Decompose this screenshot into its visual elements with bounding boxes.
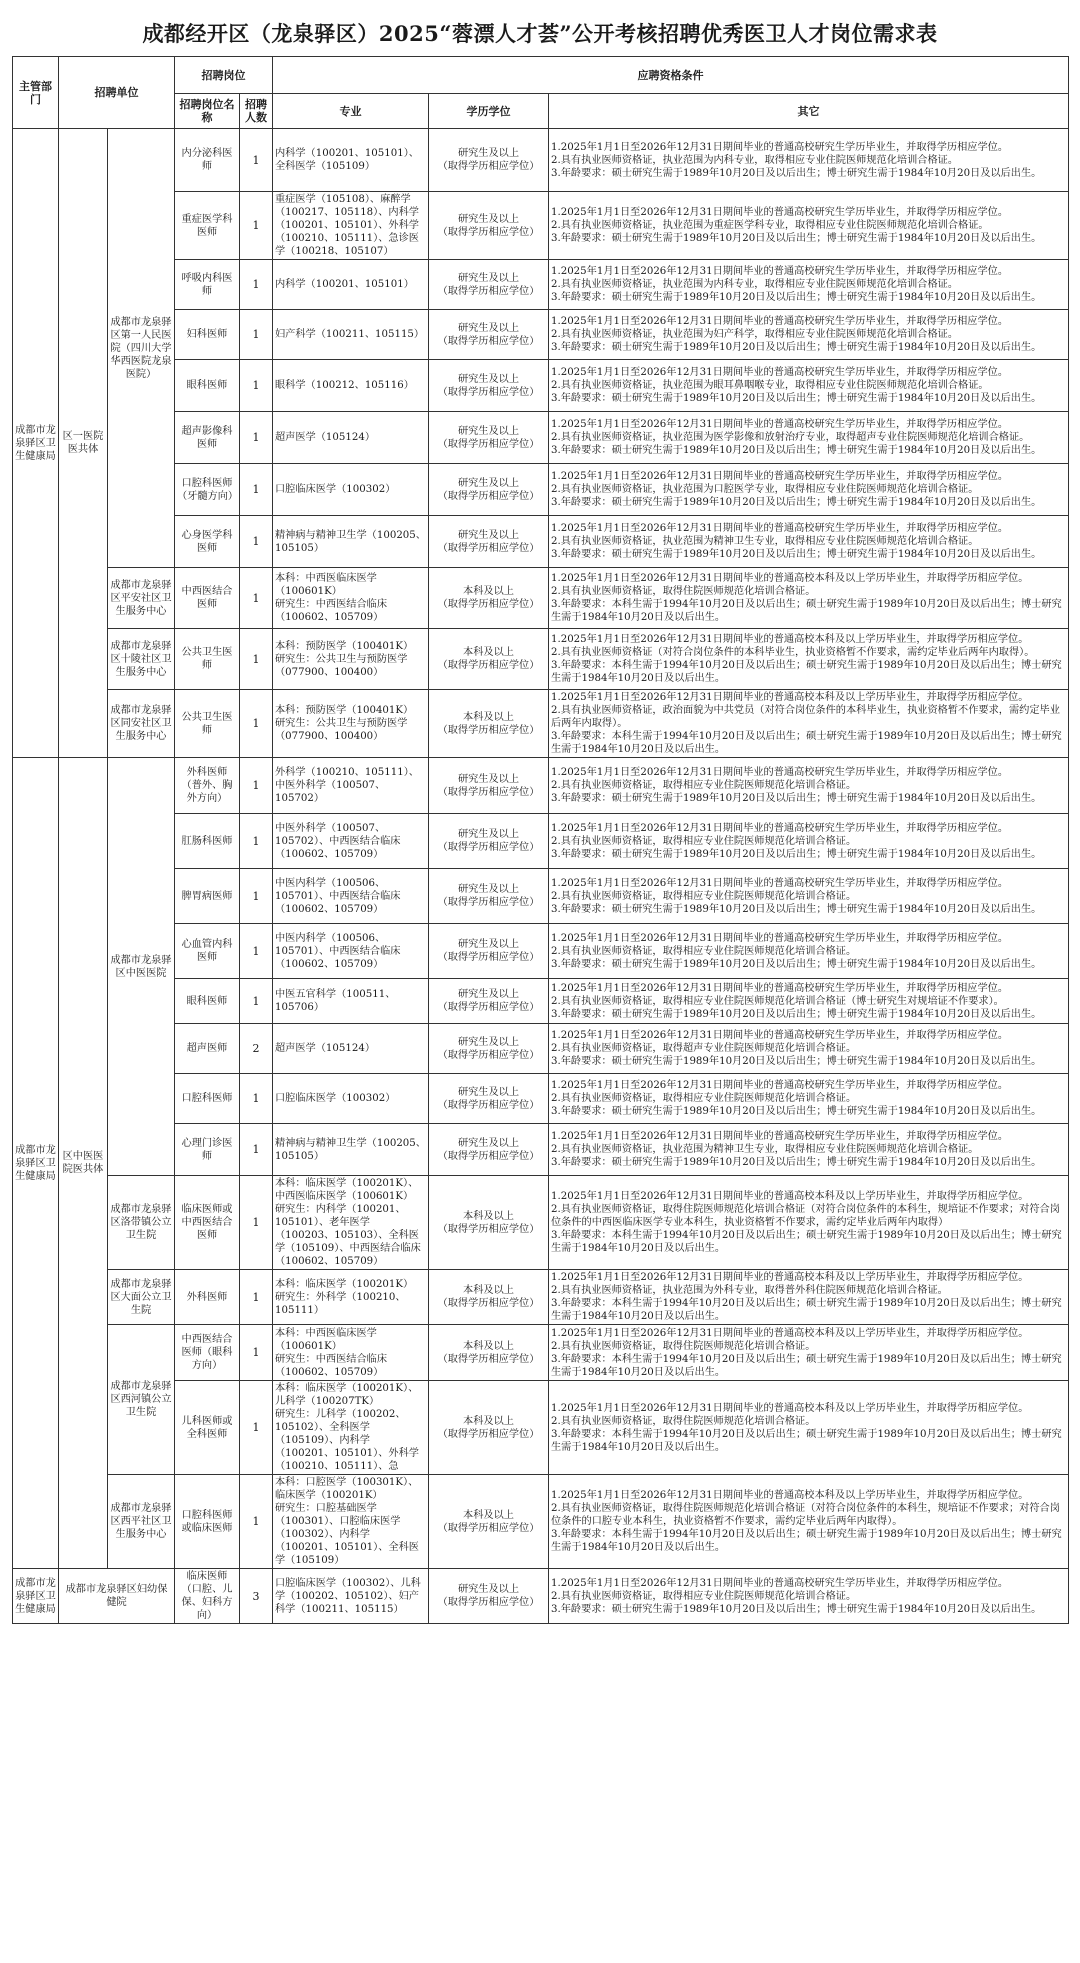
- post-count-cell: 1: [240, 1475, 273, 1569]
- post-name-cell: 中西医结合医师（眼科方向）: [175, 1325, 240, 1381]
- major-cell: 本科：临床医学（100201K）、儿科学（100207TK） 研究生：儿科学（100202、105102）、全科医学（105109）、内科学（100201、105101）、外科学（100210、105111）、急: [273, 1381, 429, 1475]
- post-count-cell: 1: [240, 924, 273, 979]
- major-cell: 内科学（100201、105101）、全科医学（105109）: [273, 129, 429, 192]
- job-table: [12, 56, 1069, 1624]
- other-cell: 1.2025年1月1日至2026年12月31日期间毕业的普通高校本科及以上学历毕业生，并取得学历相应学位。 2.具有执业医师资格证，政治面貌为中共党员（对符合岗位条件的本科毕业生，执业资格暂不作要求，需约定毕业后两年内取得）。 3.年龄要求：本科生需于1994年10月20日及以后出生；硕士研究生需于1989年10月20日及以后出生；博士研究生需于1984年10月20日及以后出生。: [549, 690, 1069, 758]
- major-cell: 本科：预防医学（100401K） 研究生：公共卫生与预防医学（077900、100400）: [273, 690, 429, 758]
- post-count-cell: 1: [240, 1074, 273, 1124]
- degree-cell: 本科及以上 （取得学历相应学位）: [429, 1270, 549, 1325]
- post-count-cell: 1: [240, 568, 273, 629]
- degree-cell: 研究生及以上 （取得学历相应学位）: [429, 412, 549, 464]
- post-name-cell: 呼吸内科医师: [175, 260, 240, 310]
- unit-cell: 成都市龙泉驿区西平社区卫生服务中心: [108, 1475, 175, 1569]
- post-count-cell: 1: [240, 192, 273, 260]
- major-cell: 本科：预防医学（100401K） 研究生：公共卫生与预防医学（077900、100400）: [273, 629, 429, 690]
- post-count-cell: 1: [240, 129, 273, 192]
- post-count-cell: 1: [240, 1381, 273, 1475]
- table-row: [13, 568, 1069, 629]
- post-count-cell: 1: [240, 1270, 273, 1325]
- header-other: 其它: [549, 94, 1069, 129]
- unit-cell: 成都市龙泉驿区平安社区卫生服务中心: [108, 568, 175, 629]
- unit-cell: 成都市龙泉驿区同安社区卫生服务中心: [108, 690, 175, 758]
- post-count-cell: 2: [240, 1024, 273, 1074]
- other-cell: 1.2025年1月1日至2026年12月31日期间毕业的普通高校本科及以上学历毕业生，并取得学历相应学位。 2.具有执业医师资格证，取得住院医师规范化培训合格证。 3.年龄要求：本科生需于1994年10月20日及以后出生；硕士研究生需于1989年10月20日及以后出生；博士研究生需于1984年10月20日及以后出生。: [549, 1325, 1069, 1381]
- post-count-cell: 1: [240, 310, 273, 360]
- table-row: [13, 1270, 1069, 1325]
- post-count-cell: 1: [240, 412, 273, 464]
- other-cell: 1.2025年1月1日至2026年12月31日期间毕业的普通高校研究生学历毕业生，并取得学历相应学位。 2.具有执业医师资格证，取得相应专业住院医师规范化培训合格证。 3.年龄要求：硕士研究生需于1989年10月20日及以后出生；博士研究生需于1984年10月20日及以后出生。: [549, 1569, 1069, 1624]
- degree-cell: 研究生及以上 （取得学历相应学位）: [429, 814, 549, 869]
- post-name-cell: 心身医学科医师: [175, 516, 240, 568]
- major-cell: 本科：口腔医学（100301K）、临床医学（100201K） 研究生：口腔基础医学（100301）、口腔临床医学（100302）、内科学（100201、105101）、全科医学（105109）: [273, 1475, 429, 1569]
- post-count-cell: 1: [240, 1325, 273, 1381]
- post-name-cell: 妇科医师: [175, 310, 240, 360]
- degree-cell: 研究生及以上 （取得学历相应学位）: [429, 516, 549, 568]
- post-count-cell: 1: [240, 979, 273, 1024]
- major-cell: 外科学（100210、105111）、中医外科学（100507、105702）: [273, 758, 429, 814]
- header-dept: 主管部门: [13, 57, 59, 129]
- other-cell: 1.2025年1月1日至2026年12月31日期间毕业的普通高校研究生学历毕业生，并取得学历相应学位。 2.具有执业医师资格证，执业范围为眼耳鼻咽喉专业，取得相应专业住院医师规范化培训合格证。 3.年龄要求：硕士研究生需于1989年10月20日及以后出生；博士研究生需于1984年10月20日及以后出生。: [549, 360, 1069, 412]
- degree-cell: 研究生及以上 （取得学历相应学位）: [429, 464, 549, 516]
- dept-cell: 成都市龙泉驿区卫生健康局: [13, 1569, 59, 1624]
- unit-cell: 成都市龙泉驿区第一人民医院（四川大学华西医院龙泉医院）: [108, 129, 175, 568]
- major-cell: 中医五官科学（100511、105706）: [273, 979, 429, 1024]
- table-row: [13, 629, 1069, 690]
- degree-cell: 研究生及以上 （取得学历相应学位）: [429, 758, 549, 814]
- major-cell: 本科：中西医临床医学（100601K） 研究生：中西医结合临床（100602、105709）: [273, 1325, 429, 1381]
- post-name-cell: 临床医师（口腔、儿保、妇科方向）: [175, 1569, 240, 1624]
- post-name-cell: 口腔科医师（牙髓方向）: [175, 464, 240, 516]
- unit-cell: 成都市龙泉驿区中医医院: [108, 758, 175, 1176]
- other-cell: 1.2025年1月1日至2026年12月31日期间毕业的普通高校研究生学历毕业生，并取得学历相应学位。 2.具有执业医师资格证，执业范围为内科专业，取得相应专业住院医师规范化培训合格证。 3.年龄要求：硕士研究生需于1989年10月20日及以后出生；博士研究生需于1984年10月20日及以后出生。: [549, 129, 1069, 192]
- degree-cell: 研究生及以上 （取得学历相应学位）: [429, 979, 549, 1024]
- major-cell: 口腔临床医学（100302）: [273, 464, 429, 516]
- dept-cell: 成都市龙泉驿区卫生健康局: [13, 758, 59, 1569]
- other-cell: 1.2025年1月1日至2026年12月31日期间毕业的普通高校研究生学历毕业生，并取得学历相应学位。 2.具有执业医师资格证，执业范围为妇产科学，取得相应专业住院医师规范化培训合格证。 3.年龄要求：硕士研究生需于1989年10月20日及以后出生；博士研究生需于1984年10月20日及以后出生。: [549, 310, 1069, 360]
- other-cell: 1.2025年1月1日至2026年12月31日期间毕业的普通高校研究生学历毕业生，并取得学历相应学位。 2.具有执业医师资格证，取得相应专业住院医师规范化培训合格证。 3.年龄要求：硕士研究生需于1989年10月20日及以后出生；博士研究生需于1984年10月20日及以后出生。: [549, 814, 1069, 869]
- post-name-cell: 超声医师: [175, 1024, 240, 1074]
- post-count-cell: 1: [240, 869, 273, 924]
- degree-cell: 研究生及以上 （取得学历相应学位）: [429, 924, 549, 979]
- major-cell: 口腔临床医学（100302）、儿科学（100202、105102）、妇产科学（100211、105115）: [273, 1569, 429, 1624]
- header-post-group: 招聘岗位: [175, 57, 273, 94]
- post-count-cell: 1: [240, 260, 273, 310]
- other-cell: 1.2025年1月1日至2026年12月31日期间毕业的普通高校研究生学历毕业生，并取得学历相应学位。 2.具有执业医师资格证，取得相应专业住院医师规范化培训合格证。 3.年龄要求：硕士研究生需于1989年10月20日及以后出生；博士研究生需于1984年10月20日及以后出生。: [549, 1074, 1069, 1124]
- header-major: 专业: [273, 94, 429, 129]
- other-cell: 1.2025年1月1日至2026年12月31日期间毕业的普通高校研究生学历毕业生，并取得学历相应学位。 2.具有执业医师资格证，取得相应专业住院医师规范化培训合格证（博士研究生对规培证不作要求）。 3.年龄要求：硕士研究生需于1989年10月20日及以后出生；博士研究生需于1984年10月20日及以后出生。: [549, 979, 1069, 1024]
- degree-cell: 研究生及以上 （取得学历相应学位）: [429, 1124, 549, 1176]
- table-row: [13, 1325, 1069, 1381]
- major-cell: 超声医学（105124）: [273, 1024, 429, 1074]
- unit-cell: 成都市龙泉驿区西河镇公立卫生院: [108, 1325, 175, 1475]
- post-name-cell: 临床医师或中西医结合医师: [175, 1176, 240, 1270]
- other-cell: 1.2025年1月1日至2026年12月31日期间毕业的普通高校研究生学历毕业生，并取得学历相应学位。 2.具有执业医师资格证，取得相应专业住院医师规范化培训合格证。 3.年龄要求：硕士研究生需于1989年10月20日及以后出生；博士研究生需于1984年10月20日及以后出生。: [549, 758, 1069, 814]
- post-name-cell: 内分泌科医师: [175, 129, 240, 192]
- degree-cell: 研究生及以上 （取得学历相应学位）: [429, 260, 549, 310]
- unit-cell: 成都市龙泉驿区妇幼保健院: [59, 1569, 175, 1624]
- post-count-cell: 1: [240, 360, 273, 412]
- table-row: [13, 758, 1069, 814]
- degree-cell: 本科及以上 （取得学历相应学位）: [429, 568, 549, 629]
- other-cell: 1.2025年1月1日至2026年12月31日期间毕业的普通高校研究生学历毕业生，并取得学历相应学位。 2.具有执业医师资格证，执业范围为重症医学科专业，取得相应专业住院医师规范化培训合格证。 3.年龄要求：硕士研究生需于1989年10月20日及以后出生；博士研究生需于1984年10月20日及以后出生。: [549, 192, 1069, 260]
- post-name-cell: 重症医学科医师: [175, 192, 240, 260]
- post-name-cell: 口腔科医师或临床医师: [175, 1475, 240, 1569]
- major-cell: 本科：中西医临床医学（100601K） 研究生：中西医结合临床（100602、105709）: [273, 568, 429, 629]
- other-cell: 1.2025年1月1日至2026年12月31日期间毕业的普通高校研究生学历毕业生，并取得学历相应学位。 2.具有执业医师资格证，执业范围为内科专业，取得相应专业住院医师规范化培训合格证。 3.年龄要求：硕士研究生需于1989年10月20日及以后出生；博士研究生需于1984年10月20日及以后出生。: [549, 260, 1069, 310]
- area-cell: 区一医院医共体: [59, 129, 108, 758]
- post-count-cell: 1: [240, 1176, 273, 1270]
- post-name-cell: 心血管内科医师: [175, 924, 240, 979]
- post-name-cell: 外科医师: [175, 1270, 240, 1325]
- page-title: 成都经开区（龙泉驿区）2025“蓉漂人才荟”公开考核招聘优秀医卫人才岗位需求表: [142, 21, 938, 46]
- header-post-count: 招聘人数: [240, 94, 273, 129]
- dept-cell: 成都市龙泉驿区卫生健康局: [13, 129, 59, 758]
- other-cell: 1.2025年1月1日至2026年12月31日期间毕业的普通高校研究生学历毕业生，并取得学历相应学位。 2.具有执业医师资格证，执业范围为医学影像和放射治疗专业，取得超声专业住院医师规范化培训合格证。 3.年龄要求：硕士研究生需于1989年10月20日及以后出生；博士研究生需于1984年10月20日及以后出生。: [549, 412, 1069, 464]
- area-cell: 区中医医院医共体: [59, 758, 108, 1569]
- other-cell: 1.2025年1月1日至2026年12月31日期间毕业的普通高校研究生学历毕业生，并取得学历相应学位。 2.具有执业医师资格证，执业范围为精神卫生专业，取得相应专业住院医师规范化培训合格证。 3.年龄要求：硕士研究生需于1989年10月20日及以后出生；博士研究生需于1984年10月20日及以后出生。: [549, 516, 1069, 568]
- post-name-cell: 心理门诊医师: [175, 1124, 240, 1176]
- degree-cell: 研究生及以上 （取得学历相应学位）: [429, 1024, 549, 1074]
- other-cell: 1.2025年1月1日至2026年12月31日期间毕业的普通高校研究生学历毕业生，并取得学历相应学位。 2.具有执业医师资格证，执业范围为口腔医学专业，取得相应专业住院医师规范化培训合格证。 3.年龄要求：硕士研究生需于1989年10月20日及以后出生；博士研究生需于1984年10月20日及以后出生。: [549, 464, 1069, 516]
- post-name-cell: 口腔科医师: [175, 1074, 240, 1124]
- table-row: [13, 1475, 1069, 1569]
- major-cell: 口腔临床医学（100302）: [273, 1074, 429, 1124]
- major-cell: 本科：临床医学（100201K）、中西医临床医学（100601K） 研究生：内科学（100201、105101）、老年医学（100203、105103）、全科医学（105109）、中西医结合临床（100602、105709）: [273, 1176, 429, 1270]
- table-row: [13, 129, 1069, 192]
- unit-cell: 成都市龙泉驿区洛带镇公立卫生院: [108, 1176, 175, 1270]
- degree-cell: 研究生及以上 （取得学历相应学位）: [429, 360, 549, 412]
- header-post-name: 招聘岗位名称: [175, 94, 240, 129]
- post-name-cell: 公共卫生医师: [175, 629, 240, 690]
- post-count-cell: 1: [240, 814, 273, 869]
- post-name-cell: 外科医师（普外、胸外方向）: [175, 758, 240, 814]
- header-unit: 招聘单位: [59, 57, 175, 129]
- other-cell: 1.2025年1月1日至2026年12月31日期间毕业的普通高校研究生学历毕业生，并取得学历相应学位。 2.具有执业医师资格证，取得超声专业住院医师规范化培训合格证。 3.年龄要求：硕士研究生需于1989年10月20日及以后出生；博士研究生需于1984年10月20日及以后出生。: [549, 1024, 1069, 1074]
- degree-cell: 本科及以上 （取得学历相应学位）: [429, 1176, 549, 1270]
- header-qual-group: 应聘资格条件: [273, 57, 1069, 94]
- major-cell: 眼科学（100212、105116）: [273, 360, 429, 412]
- degree-cell: 研究生及以上 （取得学历相应学位）: [429, 1074, 549, 1124]
- other-cell: 1.2025年1月1日至2026年12月31日期间毕业的普通高校本科及以上学历毕业生，并取得学历相应学位。 2.具有执业医师资格证，取得住院医师规范化培训合格证。 3.年龄要求：本科生需于1994年10月20日及以后出生；硕士研究生需于1989年10月20日及以后出生；博士研究生需于1984年10月20日及以后出生。: [549, 568, 1069, 629]
- degree-cell: 研究生及以上 （取得学历相应学位）: [429, 129, 549, 192]
- other-cell: 1.2025年1月1日至2026年12月31日期间毕业的普通高校研究生学历毕业生，并取得学历相应学位。 2.具有执业医师资格证，取得相应专业住院医师规范化培训合格证。 3.年龄要求：硕士研究生需于1989年10月20日及以后出生；博士研究生需于1984年10月20日及以后出生。: [549, 924, 1069, 979]
- other-cell: 1.2025年1月1日至2026年12月31日期间毕业的普通高校本科及以上学历毕业生，并取得学历相应学位。 2.具有执业医师资格证，执业范围为外科专业，取得普外科住院医师规范化培训合格证。 3.年龄要求：本科生需于1994年10月20日及以后出生；硕士研究生需于1989年10月20日及以后出生；博士研究生需于1984年10月20日及以后出生。: [549, 1270, 1069, 1325]
- post-count-cell: 1: [240, 758, 273, 814]
- major-cell: 中医内科学（100506、105701）、中西医结合临床（100602、105709）: [273, 869, 429, 924]
- major-cell: 超声医学（105124）: [273, 412, 429, 464]
- table-row: [13, 690, 1069, 758]
- other-cell: 1.2025年1月1日至2026年12月31日期间毕业的普通高校本科及以上学历毕业生，并取得学历相应学位。 2.具有执业医师资格证，取得住院医师规范化培训合格证（对符合岗位条件的本科生，规培证不作要求；对符合岗位条件的口腔专业本科生，执业资格暂不作要求，需约定毕业后两年内取得）。 3.年龄要求：本科生需于1994年10月20日及以后出生；硕士研究生需于1989年10月20日及以后出生；博士研究生需于1984年10月20日及以后出生。: [549, 1475, 1069, 1569]
- degree-cell: 本科及以上 （取得学历相应学位）: [429, 1475, 549, 1569]
- other-cell: 1.2025年1月1日至2026年12月31日期间毕业的普通高校本科及以上学历毕业生，并取得学历相应学位。 2.具有执业医师资格证，取得住院医师规范化培训合格证。 3.年龄要求：本科生需于1994年10月20日及以后出生；硕士研究生需于1989年10月20日及以后出生；博士研究生需于1984年10月20日及以后出生。: [549, 1381, 1069, 1475]
- degree-cell: 本科及以上 （取得学历相应学位）: [429, 1325, 549, 1381]
- major-cell: 精神病与精神卫生学（100205、105105）: [273, 1124, 429, 1176]
- table-row: [13, 1569, 1069, 1624]
- post-name-cell: 中西医结合医师: [175, 568, 240, 629]
- unit-cell: 成都市龙泉驿区十陵社区卫生服务中心: [108, 629, 175, 690]
- other-cell: 1.2025年1月1日至2026年12月31日期间毕业的普通高校本科及以上学历毕业生，并取得学历相应学位。 2.具有执业医师资格证，取得住院医师规范化培训合格证（对符合岗位条件的本科生，规培证不作要求；对符合岗位条件的中西医临床医学专业本科生，执业资格暂不作要求，需约定毕业后两年内取得） 3.年龄要求：本科生需于1994年10月20日及以后出生；硕士研究生需于1989年10月20日及以后出生；博士研究生需于1984年10月20日及以后出生。: [549, 1176, 1069, 1270]
- post-count-cell: 1: [240, 629, 273, 690]
- post-name-cell: 眼科医师: [175, 360, 240, 412]
- unit-cell: 成都市龙泉驿区大面公立卫生院: [108, 1270, 175, 1325]
- major-cell: 精神病与精神卫生学（100205、105105）: [273, 516, 429, 568]
- post-count-cell: 1: [240, 516, 273, 568]
- post-count-cell: 1: [240, 690, 273, 758]
- post-name-cell: 儿科医师或全科医师: [175, 1381, 240, 1475]
- other-cell: 1.2025年1月1日至2026年12月31日期间毕业的普通高校本科及以上学历毕业生，并取得学历相应学位。 2.具有执业医师资格证（对符合岗位条件的本科毕业生，执业资格暂不作要求，需约定毕业后两年内取得）。 3.年龄要求：本科生需于1994年10月20日及以后出生；硕士研究生需于1989年10月20日及以后出生；博士研究生需于1984年10月20日及以后出生。: [549, 629, 1069, 690]
- degree-cell: 研究生及以上 （取得学历相应学位）: [429, 1569, 549, 1624]
- major-cell: 重症医学（105108）、麻醉学（100217、105118）、内科学（100201、105101）、外科学（100210、105111）、急诊医学（100218、105107）: [273, 192, 429, 260]
- post-name-cell: 公共卫生医师: [175, 690, 240, 758]
- degree-cell: 本科及以上 （取得学历相应学位）: [429, 629, 549, 690]
- post-count-cell: 1: [240, 464, 273, 516]
- degree-cell: 本科及以上 （取得学历相应学位）: [429, 690, 549, 758]
- degree-cell: 研究生及以上 （取得学历相应学位）: [429, 310, 549, 360]
- degree-cell: 研究生及以上 （取得学历相应学位）: [429, 869, 549, 924]
- post-name-cell: 脾胃病医师: [175, 869, 240, 924]
- other-cell: 1.2025年1月1日至2026年12月31日期间毕业的普通高校研究生学历毕业生，并取得学历相应学位。 2.具有执业医师资格证，取得相应专业住院医师规范化培训合格证。 3.年龄要求：硕士研究生需于1989年10月20日及以后出生；博士研究生需于1984年10月20日及以后出生。: [549, 869, 1069, 924]
- major-cell: 中医外科学（100507、105702）、中西医结合临床（100602、105709）: [273, 814, 429, 869]
- degree-cell: 研究生及以上 （取得学历相应学位）: [429, 192, 549, 260]
- header-degree: 学历学位: [429, 94, 549, 129]
- table-row: [13, 1176, 1069, 1270]
- post-name-cell: 超声影像科医师: [175, 412, 240, 464]
- major-cell: 妇产科学（100211、105115）: [273, 310, 429, 360]
- degree-cell: 本科及以上 （取得学历相应学位）: [429, 1381, 549, 1475]
- post-count-cell: 3: [240, 1569, 273, 1624]
- major-cell: 中医内科学（100506、105701）、中西医结合临床（100602、105709）: [273, 924, 429, 979]
- post-name-cell: 眼科医师: [175, 979, 240, 1024]
- post-count-cell: 1: [240, 1124, 273, 1176]
- major-cell: 本科：临床医学（100201K） 研究生：外科学（100210、105111）: [273, 1270, 429, 1325]
- major-cell: 内科学（100201、105101）: [273, 260, 429, 310]
- post-name-cell: 肛肠科医师: [175, 814, 240, 869]
- other-cell: 1.2025年1月1日至2026年12月31日期间毕业的普通高校研究生学历毕业生，并取得学历相应学位。 2.具有执业医师资格证，执业范围为精神卫生专业，取得相应专业住院医师规范化培训合格证。 3.年龄要求：硕士研究生需于1989年10月20日及以后出生；博士研究生需于1984年10月20日及以后出生。: [549, 1124, 1069, 1176]
